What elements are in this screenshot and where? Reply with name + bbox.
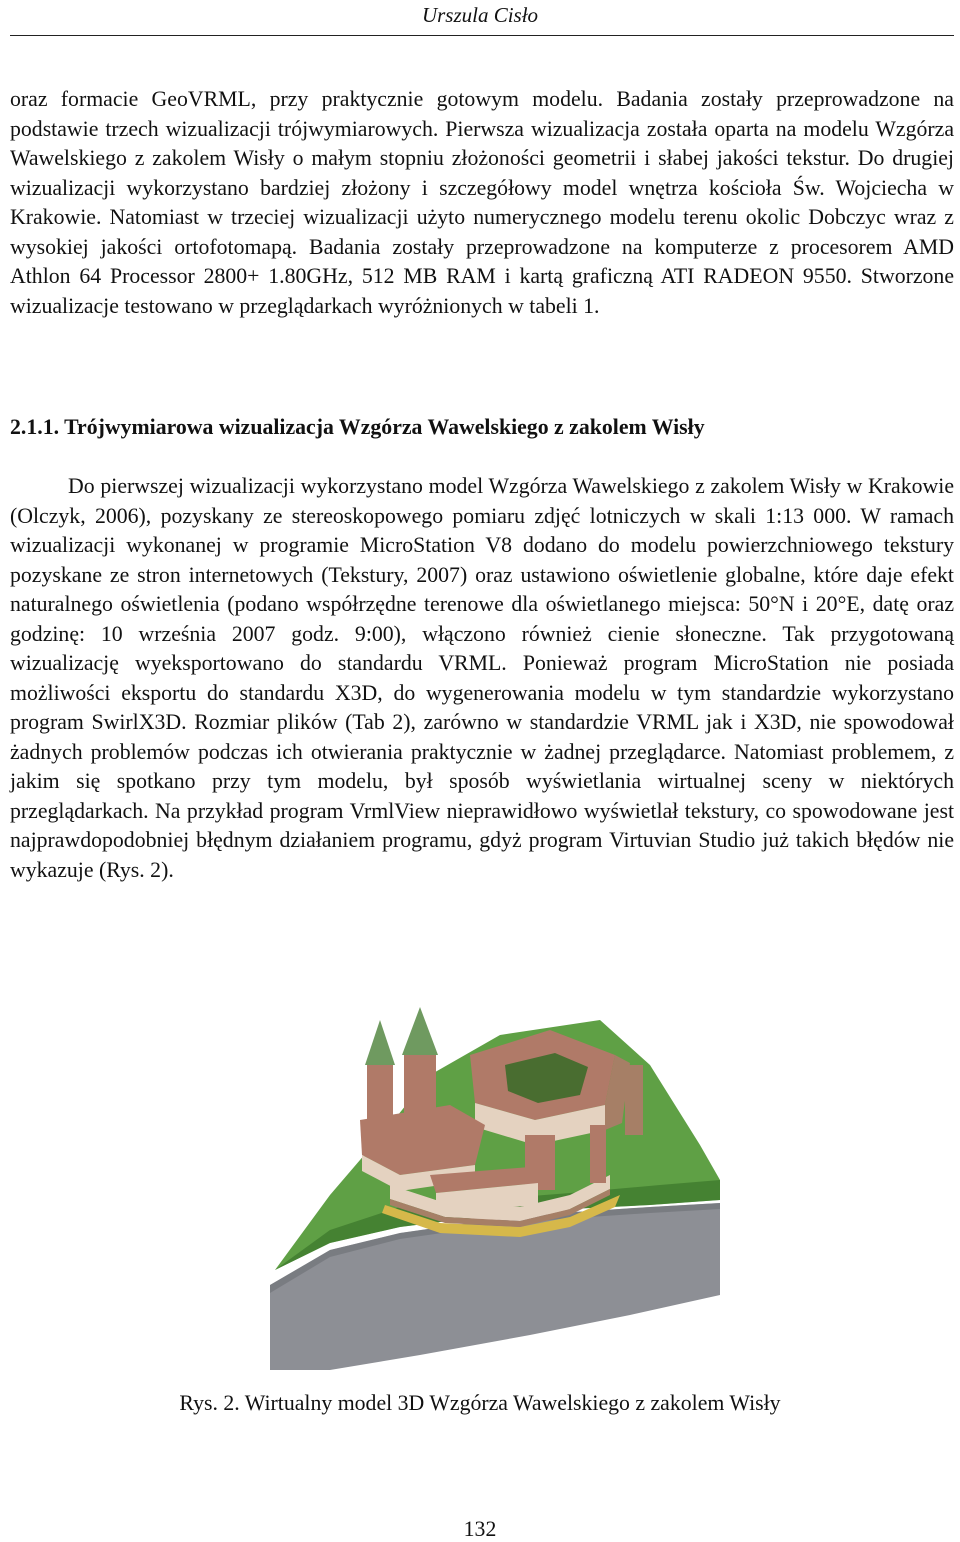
page-number: 132 xyxy=(463,1517,497,1541)
body-paragraph-2: Do pierwszej wizualizacji wykorzystano model Wzgórza Wawelskiego z zakolem Wisły w Krakowie (Olczyk, 2006), pozyskany ze stereoskopowego pomiaru zdjęć lotniczych w skali 1:13 000. W ramach wizualizacji wykonanej w programie MicroStation V8 dodano do modelu powierzchniowego tekstury pozyskane ze stron internetowych (Tekstury, 2007) oraz ustawiono oświetlenie globalne, które daje efekt naturalnego oświetlenia (podano współrzędne terenowe dla oświetlanego miejsca: 50°N i 20°E, datę oraz godzinę: 10 września 2007 godz. 9:00), włączono również cienie słoneczne. Tak przygotowaną wizualizację wyeksportowano do standardu VRML. Ponieważ program MicroStation nie posiada możliwości eksportu do standardu X3D, do wygenerowania modelu w tym standardzie wykorzystano program SwirlX3D. Rozmiar plików (Tab 2), zarówno w standardzie VRML jak i X3D, nie spowodował żadnych problemów podczas ich otwierania praktycznie w żadnej przeglądarce. Natomiast problemem, z jakim się spotkano przy tym modelu, był sposób wyświetlania wirtualnej sceny w niektórych przeglądarkach. Na przykład program VrmlView nieprawidłowo wyświetlał tekstury, co spowodowane jest najprawdopodobniej błędnym działaniem programu, gdyż program Virtuvian Studio już takich błędów nie wykazuje (Rys. 2). xyxy=(10,474,954,882)
gate-tower xyxy=(590,1125,606,1183)
tower-left-spire xyxy=(365,1020,395,1065)
tower-right-body xyxy=(404,1055,436,1125)
running-header-author: Urszula Cisło xyxy=(421,3,539,27)
tower-left-body xyxy=(367,1065,393,1125)
section-heading: 2.1.1. Trójwymiarowa wizualizacja Wzgórza Wawelskiego z zakolem Wisły xyxy=(10,415,705,439)
header-divider xyxy=(10,35,954,36)
wawel-model-render xyxy=(270,995,720,1370)
body-paragraph-1: oraz formacie GeoVRML, przy praktycznie gotowym modelu. Badania zostały przeprowadzone na podstawie trzech wizualizacji trójwymiarowych. Pierwsza wizualizacja została oparta na modelu Wzgórza Wawelskiego z zakolem Wisły o małym stopniu złożoności geometrii i słabej jakości tekstur. Do drugiej wizualizacji wykorzystano bardziej złożony i szczegółowy model wnętrza kościoła Św. Wojciecha w Krakowie. Natomiast w trzeciej wizualizacji użyto numerycznego modelu terenu okolic Dobczyc wraz z wysokiej jakości ortofotomapą. Badania zostały przeprowadzone na komputerze z procesorem AMD Athlon 64 Processor 2800+ 1.80GHz, 512 MB RAM i kartą graficzną ATI RADEON 9550. Stworzone wizualizacje testowano w przeglądarkach wyróżnionych w tabeli 1. xyxy=(10,87,954,318)
figure-caption: Rys. 2. Wirtualny model 3D Wzgórza Wawelskiego z zakolem Wisły xyxy=(179,1391,781,1415)
tower-right-spire xyxy=(402,1007,438,1055)
wawel-3d-model-figure xyxy=(270,995,720,1370)
corner-tower-east xyxy=(625,1065,643,1135)
